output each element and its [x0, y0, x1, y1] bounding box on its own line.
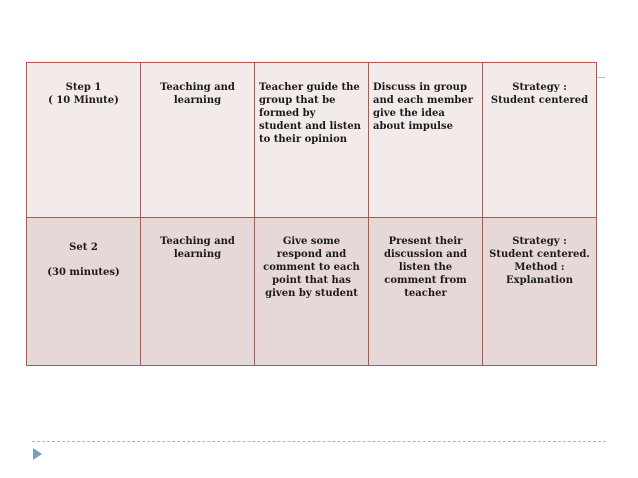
strategy-line: Method : [514, 262, 565, 273]
table-row [27, 63, 597, 218]
stage-line: Teaching and [160, 82, 235, 93]
teacher-activity-cell [255, 218, 369, 366]
session-duration: ( 10 Minute) [48, 95, 119, 106]
strategy-line: Explanation [506, 275, 573, 286]
lesson-plan-table [26, 62, 597, 366]
teacher-activity-line: group that be [259, 95, 336, 106]
student-activity-line: teacher [404, 288, 447, 299]
teacher-activity-line: formed by [259, 108, 316, 119]
strategy-line: Student centered [490, 95, 589, 106]
stage-cell [141, 218, 255, 366]
teacher-activity-line: point that has [272, 275, 351, 286]
strategy-cell [483, 63, 597, 218]
triangle-bullet-icon [33, 448, 42, 460]
student-activity-cell [369, 218, 483, 366]
student-activity-line: comment from [384, 275, 467, 286]
student-activity-line: about impulse [373, 121, 453, 132]
teacher-activity-line: Give some [282, 236, 341, 247]
student-activity-cell [369, 63, 483, 218]
student-activity-line: and each member [373, 95, 474, 106]
student-activity-line: Discuss in group [373, 82, 467, 93]
student-activity-line: discussion and [383, 249, 467, 260]
teacher-activity-cell [255, 63, 369, 218]
stage-line: learning [173, 249, 222, 260]
student-activity-line: give the idea [373, 108, 445, 119]
teacher-activity-line: student and listen [259, 121, 361, 132]
teacher-activity-line: comment to each [263, 262, 360, 273]
session-cell [27, 218, 141, 366]
stage-line: Teaching and [160, 236, 235, 247]
strategy-line: Student centered. [489, 249, 590, 260]
strategy-cell [483, 218, 597, 366]
session-label: Set 2 [69, 242, 98, 253]
student-activity-line: listen the [398, 262, 453, 273]
bottom-divider [32, 441, 606, 442]
session-cell [27, 63, 141, 218]
session-duration: (30 minutes) [47, 267, 120, 278]
stage-cell [141, 63, 255, 218]
strategy-line: Strategy : [512, 82, 567, 93]
teacher-activity-line: Teacher guide the [259, 82, 360, 93]
table-row [27, 218, 597, 366]
teacher-activity-line: to their opinion [259, 134, 348, 145]
session-label: Step 1 [65, 82, 102, 93]
strategy-line: Strategy : [512, 236, 567, 247]
stage-line: learning [173, 95, 222, 106]
student-activity-line: Present their [388, 236, 463, 247]
teacher-activity-line: given by student [265, 288, 358, 299]
teacher-activity-line: respond and [276, 249, 347, 260]
